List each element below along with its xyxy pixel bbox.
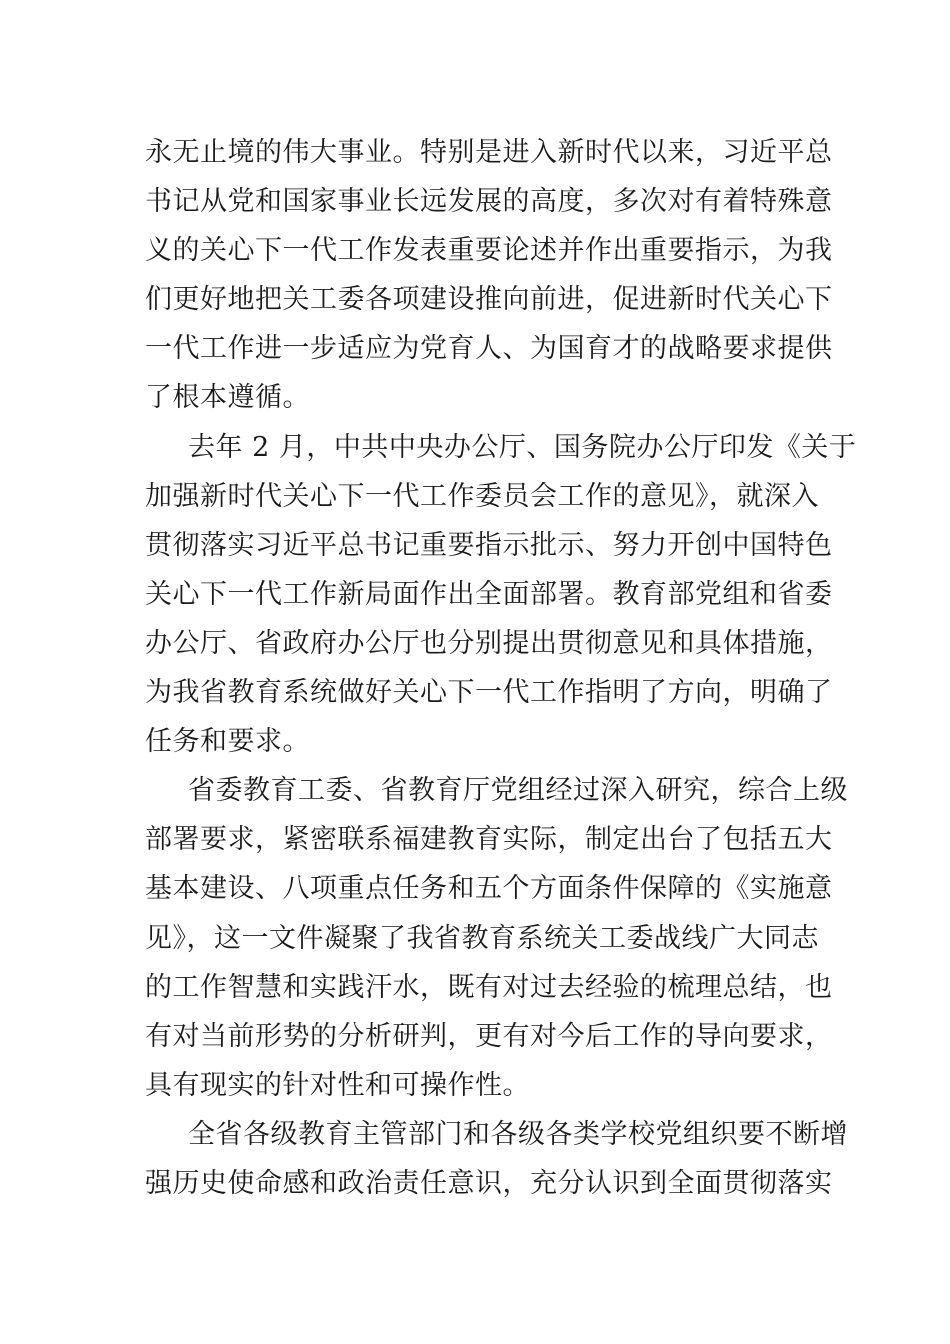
text-line: 书记从党和国家事业长远发展的高度，多次对有着特殊意 <box>145 186 833 218</box>
text-line: 义的关心下一代工作发表重要论述并作出重要指示，为我 <box>145 235 833 267</box>
text-line: 为我省教育系统做好关心下一代工作指明了方向，明确了 <box>145 677 833 709</box>
text-line: 了根本遵循。 <box>145 382 310 414</box>
text-line: 的工作智慧和实践汗水，既有对过去经验的梳理总结，也 <box>145 971 833 1003</box>
text-line: 们更好地把关工委各项建设推向前进，促进新时代关心下 <box>145 284 833 316</box>
text-line: 省委教育工委、省教育厅党组经过深入研究，综合上级 <box>188 775 848 807</box>
text-line: 永无止境的伟大事业。特别是进入新时代以来，习近平总 <box>145 137 833 168</box>
text-line: 有对当前形势的分析研判，更有对今后工作的导向要求， <box>145 1020 833 1052</box>
text-line: 去年 2 月，中共中央办公厅、国务院办公厅印发《关于 <box>188 431 857 463</box>
text-line: 加强新时代关心下一代工作委员会工作的意见》，就深入 <box>145 480 819 512</box>
text-line: 一代工作进一步适应为党育人、为国育才的战略要求提供 <box>145 333 833 365</box>
text-line: 见》，这一文件凝聚了我省教育系统关工委战线广大同志 <box>145 922 819 954</box>
body-text <box>145 128 857 1208</box>
text-line: 基本建设、八项重点任务和五个方面条件保障的《实施意 <box>145 873 833 905</box>
text-line: 任务和要求。 <box>145 726 310 758</box>
text-line: 贯彻落实习近平总书记重要指示批示、努力开创中国特色 <box>145 529 833 561</box>
text-line: 关心下一代工作新局面作出全面部署。教育部党组和省委 <box>145 578 833 610</box>
text-line: 办公厅、省政府办公厅也分别提出贯彻意见和具体措施， <box>145 627 833 659</box>
text-line: 具有现实的针对性和可操作性。 <box>145 1069 530 1101</box>
text-line: 部署要求，紧密联系福建教育实际，制定出台了包括五大 <box>145 824 833 856</box>
text-line: 强历史使命感和政治责任意识，充分认识到全面贯彻落实 <box>145 1167 833 1199</box>
text-line: 全省各级教育主管部门和各级各类学校党组织要不断增 <box>188 1118 848 1150</box>
